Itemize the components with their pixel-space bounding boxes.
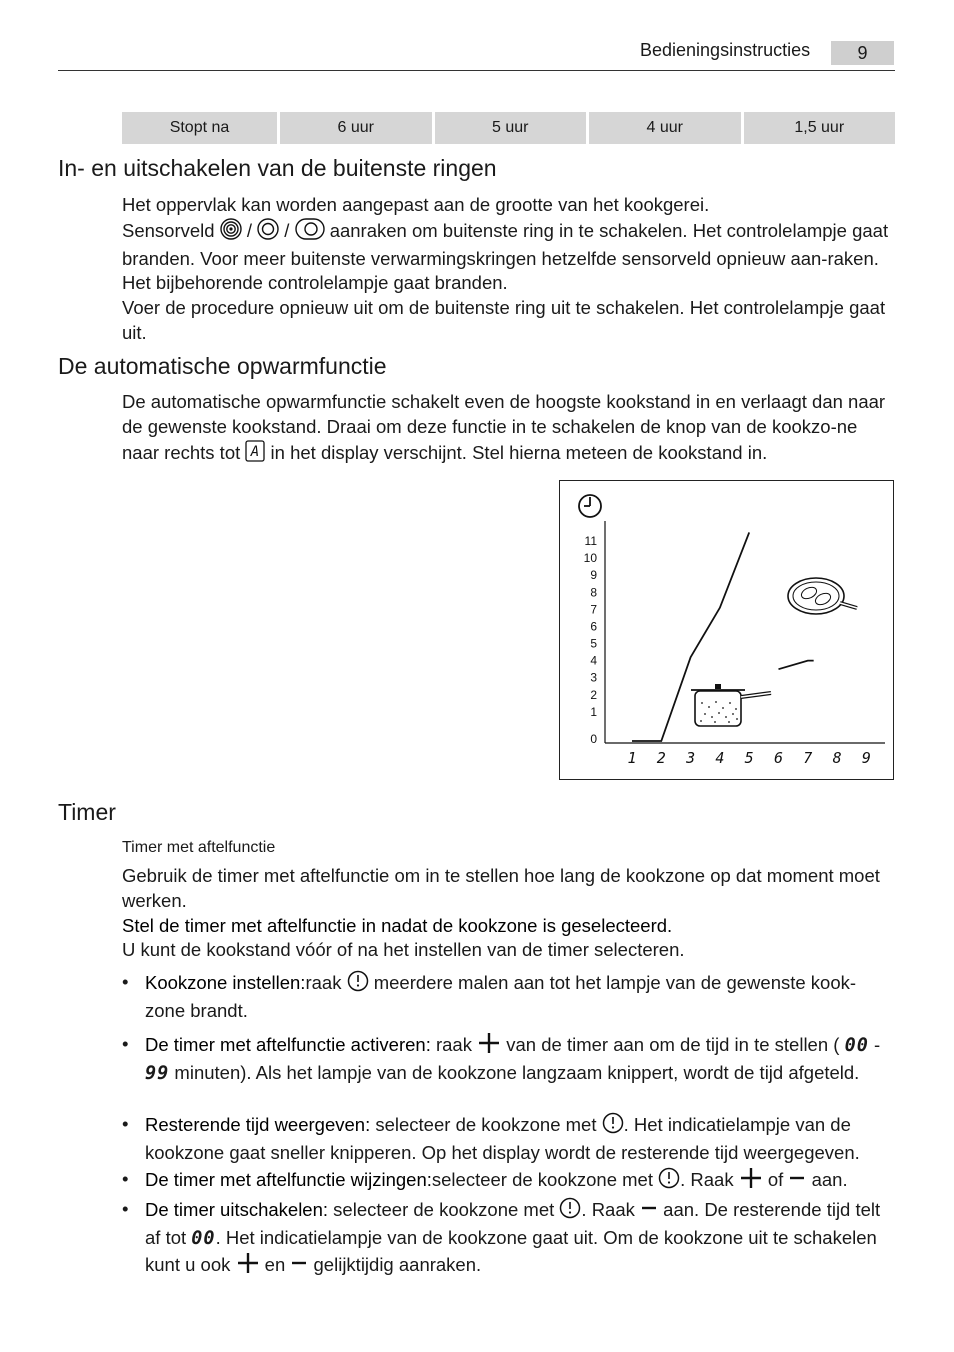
bullet-label: Resterende tijd weergeven: [145,1114,371,1135]
bullet-item [122,1197,894,1280]
section-body-outer-rings [122,193,894,346]
text: selecteer de kookzone met [431,1169,653,1190]
triple-ring-sensor-icon [220,218,242,247]
pot-icon [691,684,771,726]
text: aan. De resterende tijd telt af tot [145,1199,881,1248]
display-digits: 00 [191,1227,216,1249]
bullet-dot: • [122,971,129,992]
bullet-label: De timer uitschakelen: [145,1199,329,1220]
clock-icon [579,495,601,517]
paragraph: U kunt de kookstand vóór of na het instellen van de timer selecteren. [122,939,685,961]
x-tick-label: 4 [715,749,725,767]
minus-icon [788,1167,806,1196]
zone-select-icon [658,1167,680,1196]
text: - [874,1034,881,1055]
text: van de timer aan om de tijd in te stellen ( [506,1034,840,1055]
zone-select-icon [347,970,369,999]
page-number: 9 [831,41,894,65]
y-tick-label: 0 [590,732,597,746]
section-heading-auto-heat: De automatische opwarmfunctie [58,353,387,379]
y-tick-label: 5 [590,636,597,651]
zone-select-icon [602,1112,624,1141]
y-tick-label: 9 [590,568,597,583]
display-digits: 00 [844,1035,869,1056]
bullet-dot: • [122,1198,129,1219]
y-tick-label: 3 [590,670,597,685]
stop-table-cell: 5 uur [435,112,587,144]
display-a-symbol [245,440,265,469]
stop-table [122,112,895,144]
bullet-item [122,970,894,1024]
section-heading-outer-rings: In- en uitschakelen van de buitenste ringen [58,155,497,181]
x-tick-label: 1 [627,749,637,767]
plus-icon [477,1032,501,1061]
header-title: Bedieningsinstructies [640,40,811,60]
oval-ring-sensor-icon [295,218,325,247]
bullet-item [122,1112,894,1166]
x-tick-label: 3 [686,749,696,767]
text: meerdere malen aan tot het lampje van de gewenste kook-zone brandt. [145,972,857,1021]
timer-subheading: Timer met aftelfunctie [122,839,276,856]
text: . Raak [680,1169,734,1190]
y-tick-label: 4 [590,653,597,668]
stop-table-cell: 6 uur [280,112,432,144]
text: aanraken om buitenste ring in te schakelen. Het controlelampje gaat branden. Voor meer buitenste verwarmingskringen hetzelfde sensorveld opnieuw aan-raken. Het bijbehorende controlelampje gaat branden. [122,219,889,294]
section-heading-timer: Timer [58,799,116,825]
stop-table-cell: 1,5 uur [744,112,896,144]
y-tick-label: 1 [590,704,597,719]
y-tick-label: 6 [590,619,597,634]
double-ring-sensor-icon [257,218,279,247]
paragraph: Gebruik de timer met aftelfunctie om in te stellen hoe lang de kookzone op dat moment moet werken. [122,865,880,911]
minus-icon [290,1252,308,1281]
bullet-item [122,1032,894,1087]
text: selecteer de kookzone met [375,1114,597,1135]
x-tick-label: 8 [832,749,842,767]
text: / [284,219,290,241]
paragraph [122,218,894,296]
timer-intro [122,864,894,963]
text: gelijktijdig aanraken. [313,1253,482,1275]
bullet-label: De timer met aftelfunctie activeren: [145,1034,431,1055]
y-tick-label: 7 [590,602,597,617]
text: De automatische opwarmfunctie schakelt even de hoogste kookstand in en verlaagt dan naar de gewenste kookstand. Draai om deze functie in te schakelen de knop van de kookzo-ne naar rechts tot [122,391,886,463]
text: selecteer de kookzone met [333,1199,555,1220]
stop-table-label: Stopt na [122,112,277,144]
x-tick-label: 6 [773,749,784,767]
text: in het display verschijnt. Stel hierna meteen de kookstand in. [270,441,768,463]
text: . Het indicatielampje van de kookzone gaat uit. Om de kookzone uit te schakelen kunt u ook [145,1226,877,1275]
zone-select-icon [559,1197,581,1226]
series-line [632,532,749,741]
y-tick-label: 8 [590,585,597,600]
svg-text:A: A [251,443,260,460]
stop-table-cell: 4 uur [589,112,741,144]
y-tick-label: 11 [584,534,597,548]
text: . Raak [581,1199,635,1220]
frying-pan-icon [788,578,857,614]
paragraph: Voer de procedure opnieuw uit om de buitenste ring uit te schakelen. Het controlelampje gaat uit. [122,297,886,343]
header-rule [58,70,895,71]
bullet-label: Kookzone instellen: [145,972,306,993]
y-tick-label: 10 [583,551,597,566]
minus-icon [640,1197,658,1226]
text: of [767,1169,784,1190]
plus-icon [739,1167,763,1196]
x-tick-label: 2 [656,749,666,767]
text: / [246,219,252,241]
paragraph [122,390,894,468]
y-tick-label: 2 [590,687,597,702]
display-digits: 99 [145,1062,170,1084]
text: . Het indicatielampje van de kookzone gaat sneller knipperen. Op het display wordt de resterende tijd weergegeven. [145,1114,860,1163]
bullet-dot: • [122,1033,129,1054]
text: en [264,1253,286,1275]
text: raak [435,1034,472,1055]
text: minuten). Als het lampje van de kookzone langzaam knippert, wordt de tijd afgeteld. [174,1061,860,1083]
x-tick-label: 5 [744,749,754,767]
text: raak [305,972,342,993]
section-body-auto-heat [122,390,894,468]
x-tick-label: 7 [803,749,813,767]
text: aan. [811,1169,848,1190]
chart-svg [560,481,895,781]
text: Sensorveld [122,219,215,241]
paragraph: Stel de timer met aftelfunctie in nadat de kookzone is geselecteerd. [122,914,673,936]
bullet-dot: • [122,1168,129,1189]
x-tick-label: 9 [861,749,871,767]
bullet-label: De timer met aftelfunctie wijzingen: [145,1169,432,1190]
paragraph: Het oppervlak kan worden aangepast aan de grootte van het kookgerei. [122,194,710,215]
series-line [779,661,814,670]
bullet-item [122,1167,894,1196]
bullet-dot: • [122,1113,129,1134]
plus-icon [236,1252,260,1281]
auto-heat-chart [559,480,894,780]
